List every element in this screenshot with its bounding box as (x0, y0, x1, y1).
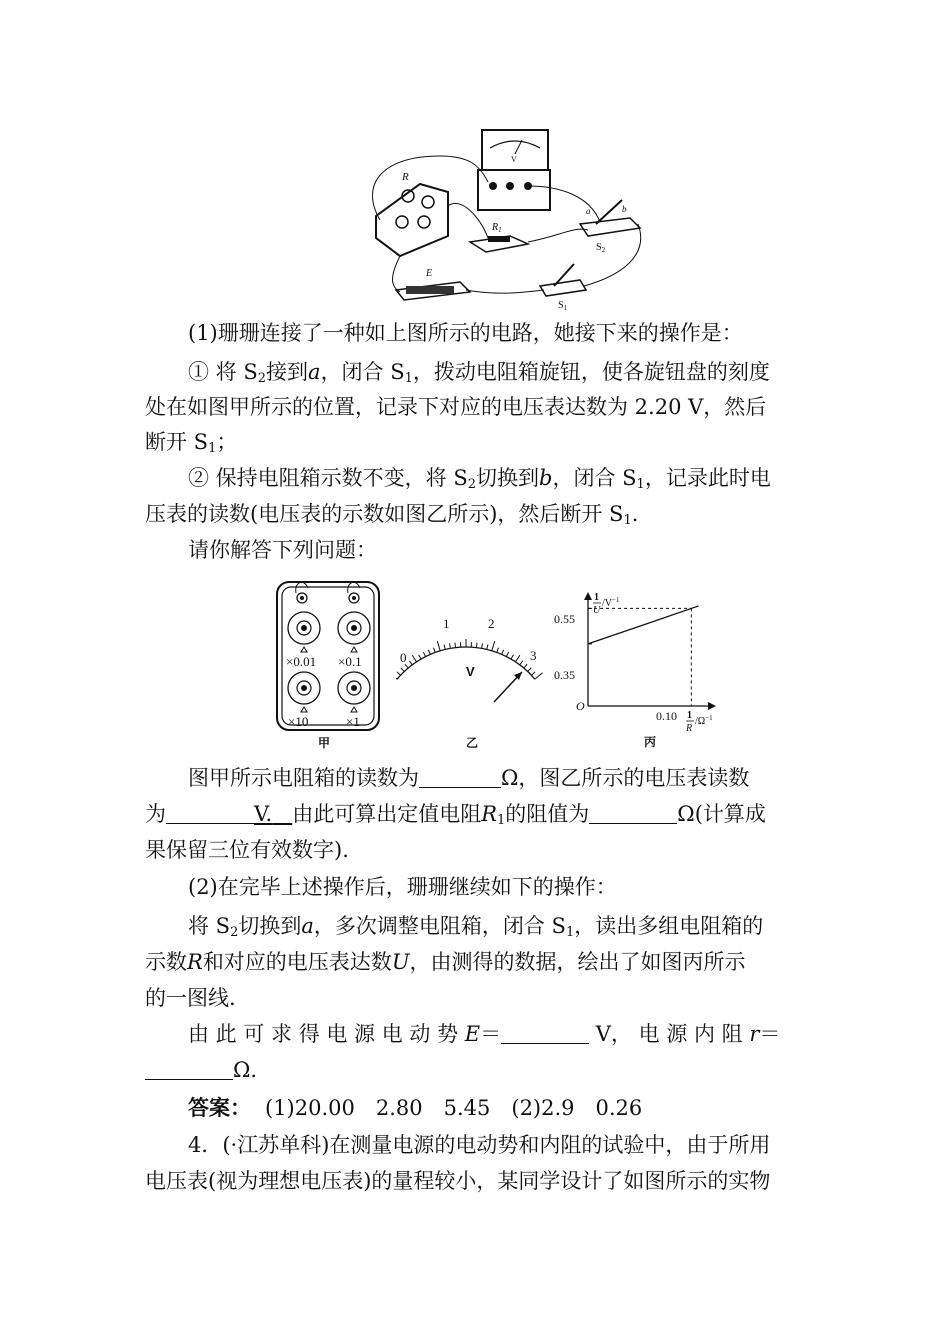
voltmeter-label: V (511, 155, 517, 164)
scale-tick (535, 673, 543, 679)
q4-line2: 电压表(视为理想电压表)的量程较小，某同学设计了如图所示的实物 (145, 1169, 771, 1193)
x-axis-label-unit: $/\Omega^{-1}$ (695, 714, 713, 727)
dial-0-1-label: ×0.1 (338, 654, 362, 669)
q1-step1-line2: 处在如图甲所示的位置，记录下对应的电压表达数为 2.20 V，然后 (145, 395, 767, 419)
dial-1-label: ×1 (346, 714, 360, 729)
voltmeter-unit: V (466, 664, 475, 679)
y-tick-label-0-55: 0.55 (554, 612, 575, 626)
scale-tick (502, 650, 504, 655)
figure-bing-graph (552, 586, 742, 752)
q2-line1: 将 $S_2$切换到a，多次调整电阻箱，闭合 $S_1$，读出多组电阻箱的 (188, 914, 764, 940)
scale-tick (434, 648, 436, 653)
scale-tick (428, 650, 430, 655)
q1-step2-line1: ② 保持电阻箱示数不变，将 $S_2$切换到b，闭合 $S_1$，记录此时电 (188, 466, 771, 492)
s1-label: $S_1$ (558, 300, 568, 310)
scale-tick (412, 655, 416, 662)
x-tick-label-0-10: 0.10 (656, 709, 677, 723)
dial-0-01-label: ×0.01 (286, 654, 317, 669)
y-axis-label-den: U (593, 605, 601, 616)
scale-tick (396, 673, 397, 679)
q1-step1-line1: ① 将 $S_2$接到a，闭合 $S_1$，拨动电阻箱旋钮，使各旋钮盘的刻度 (188, 360, 770, 386)
q1-intro: (1)珊珊连接了一种如上图所示的电路，她接下来的操作是： (188, 321, 743, 345)
scale-tick (506, 652, 508, 656)
scale-tick (401, 668, 404, 672)
x-axis-label-num: 1 (687, 710, 692, 721)
scale-tick (409, 661, 412, 665)
figure-bing-caption: 丙 (644, 735, 657, 749)
circuit-figure (360, 126, 650, 310)
scale-tick (531, 672, 535, 675)
s2-a-label: a (586, 206, 591, 216)
blank-voltmeter[interactable] (166, 803, 254, 824)
scale-tick (497, 648, 499, 653)
s2-b-label: b (622, 204, 627, 214)
scale-tick (520, 661, 523, 665)
dial-1 (338, 672, 370, 704)
dial-0-01 (288, 612, 320, 644)
resistor-box-label: R (402, 171, 409, 183)
scale-tick (419, 655, 422, 659)
scale-tick (423, 652, 425, 656)
scale-tick (492, 641, 495, 651)
q2-line2: 示数R和对应的电压表达数U，由测得的数据，绘出了如图丙所示 (145, 950, 746, 974)
dial-0-1 (338, 612, 370, 644)
scale-tick (524, 664, 527, 668)
y-tick-label-0-35: 0.35 (554, 668, 575, 682)
scale-tick (397, 672, 401, 675)
q2-line3: 的一图线. (145, 986, 236, 1010)
scale-tick (476, 643, 477, 648)
r1-label: $R_1$ (492, 222, 502, 234)
blank-emf[interactable] (501, 1023, 589, 1044)
q2-intro: (2)在完毕上述操作后，珊珊继续如下的操作： (188, 875, 617, 899)
series-line (588, 606, 699, 644)
q2-line4: 由 此 可 求 得 电 源 电 动 势 E＝ V， 电 源 内 阻 r＝ (188, 1022, 781, 1046)
origin-label: O (576, 699, 585, 713)
q1-prompt: 请你解答下列问题： (188, 538, 377, 562)
q4-line1: 4．(·江苏单科)在测量电源的电动势和内阻的试验中，由于所用 (188, 1133, 771, 1157)
q1-step1-line3: 断开 $S_1$； (145, 430, 238, 456)
y-axis-label-unit: $/V^{-1}$ (602, 596, 620, 609)
answer-line: 答案： (1)20.00 2.80 5.45 (2)2.9 0.26 (188, 1096, 643, 1120)
scale-tick (482, 643, 483, 648)
q1-ask-line2: 为 V. 由此可算出定值电阻$R_1$的阻值为 Ω(计算成 (145, 802, 766, 828)
figure-jia-caption: 甲 (318, 736, 331, 750)
scale-label-3: 3 (530, 648, 537, 663)
scale-tick (450, 643, 451, 648)
figure-yi-caption: 乙 (466, 736, 479, 750)
q1-ask-line3: 果保留三位有效数字). (145, 838, 349, 862)
dial-10 (288, 672, 320, 704)
scale-label-1: 1 (443, 616, 450, 631)
figure-yi-voltmeter (396, 612, 546, 754)
s2-label: $S_2$ (596, 242, 606, 254)
q1-step2-line2: 压表的读数(电压表的示数如图乙所示)，然后断开 $S_1$. (145, 502, 639, 528)
scale-tick (511, 655, 514, 659)
scale-label-0: 0 (400, 650, 407, 665)
blank-internal-resistance[interactable] (145, 1059, 233, 1080)
x-axis-label-den: R (686, 723, 693, 734)
blank-r1[interactable] (589, 803, 677, 824)
scale-tick (437, 641, 440, 651)
figure-jia-resistance-box (274, 580, 384, 752)
scale-label-2: 2 (488, 616, 495, 631)
graph-axes (584, 592, 716, 710)
scale-tick (455, 643, 456, 648)
blank-resistance-box[interactable] (419, 767, 501, 788)
scale-tick (515, 655, 519, 662)
scale-tick (487, 645, 488, 650)
scale-tick (444, 645, 445, 650)
q2-line5: Ω. (145, 1055, 257, 1085)
battery-label: E (426, 268, 433, 279)
q1-ask-line1: 图甲所示电阻箱的读数为 Ω，图乙所示的电压表读数 (188, 766, 750, 790)
dial-10-label: ×10 (288, 714, 309, 729)
y-axis-label-num: 1 (594, 592, 599, 603)
scale-tick (528, 668, 531, 672)
